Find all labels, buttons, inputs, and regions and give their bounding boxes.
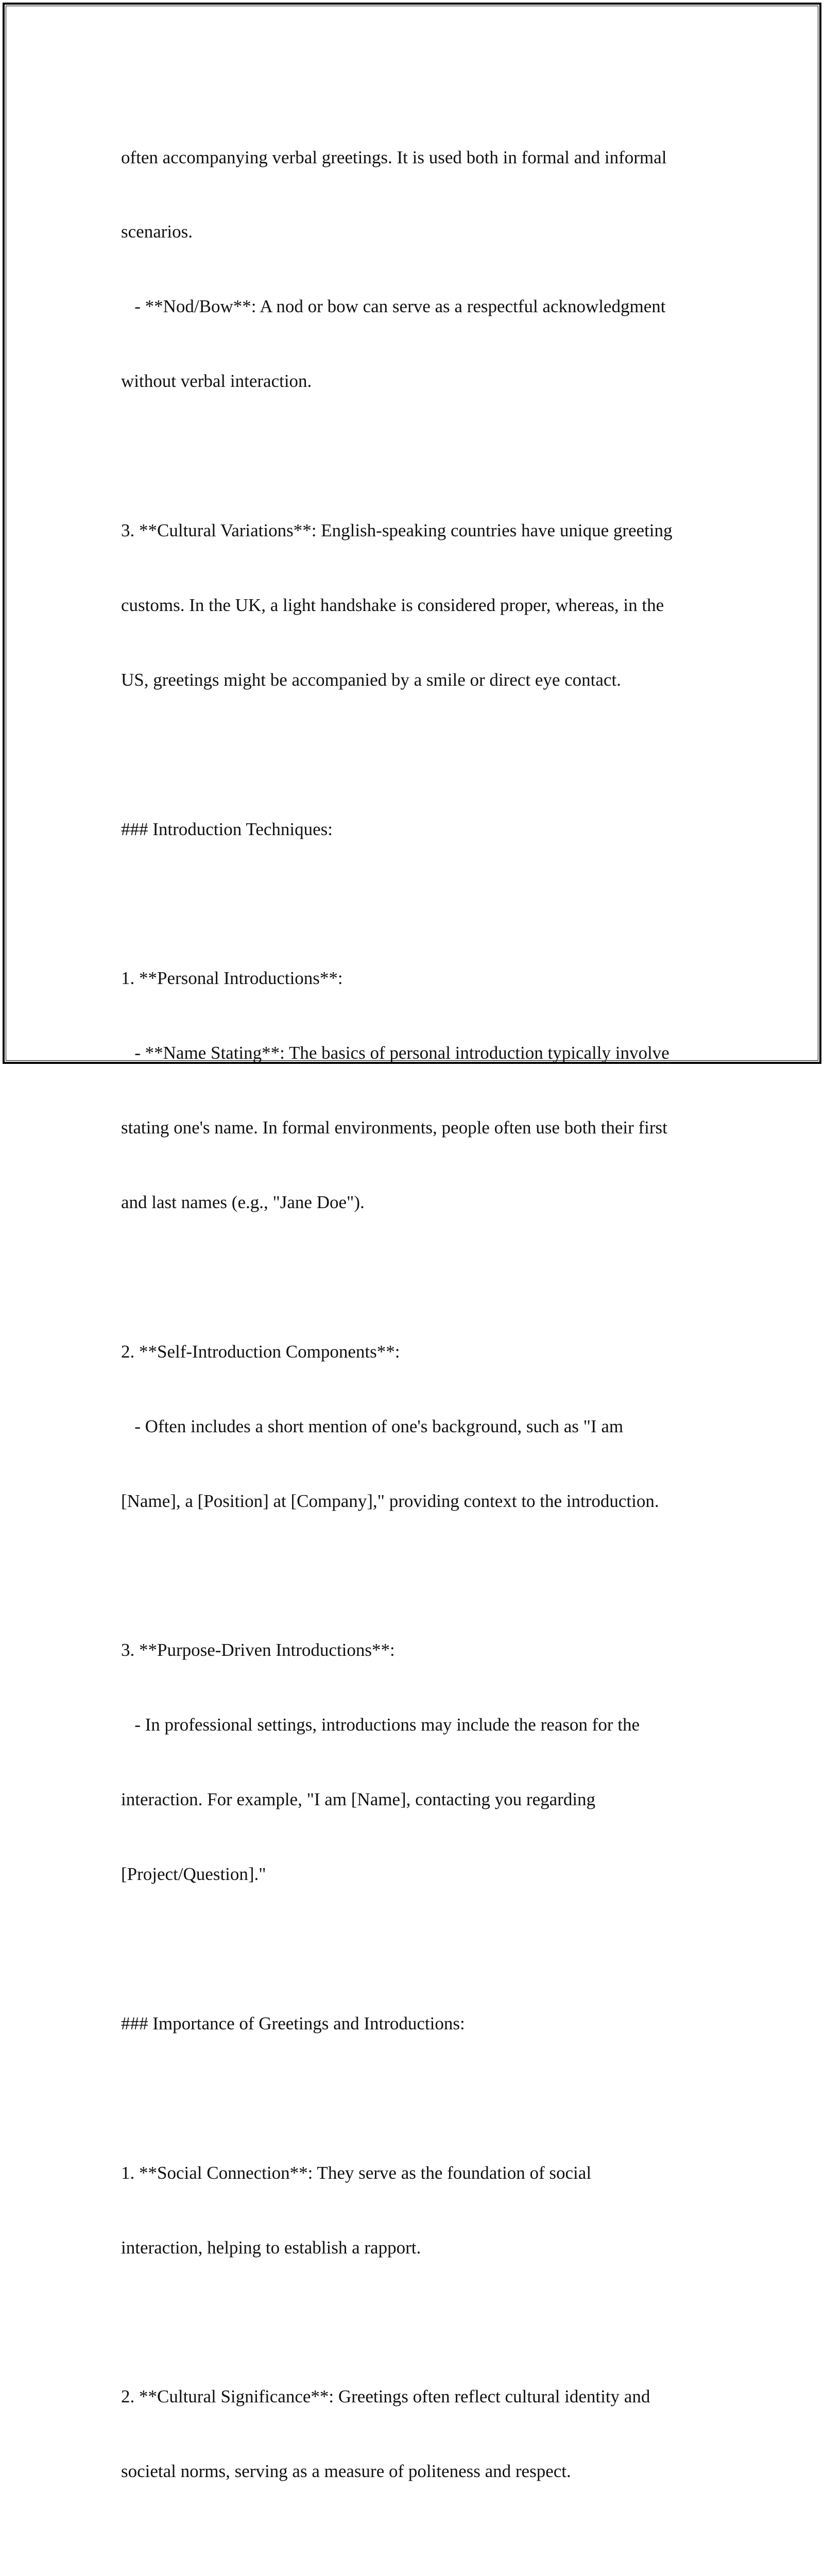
paragraph-cultural-variations bbox=[121, 468, 729, 742]
document-text-body bbox=[121, 95, 729, 2576]
paragraph-personal-introductions bbox=[121, 917, 729, 1265]
text-line: - In professional settings, introductions may include the reason for the bbox=[121, 1715, 640, 1735]
text-line: US, greetings might be accompanied by a smile or direct eye contact. bbox=[121, 669, 621, 690]
text-line: 3. **Cultural Variations**: English-speaking countries have unique greeting bbox=[121, 520, 673, 541]
paragraph-professional-environment bbox=[121, 2558, 729, 2576]
text-line: 2. **Self-Introduction Components**: bbox=[121, 1341, 400, 1362]
text-line: stating one's name. In formal environments, people often use both their first bbox=[121, 1117, 667, 1138]
heading-introduction-techniques bbox=[121, 767, 729, 891]
text-line: ### Introduction Techniques: bbox=[121, 819, 333, 839]
text-line: interaction. For example, "I am [Name], contacting you regarding bbox=[121, 1789, 596, 1810]
text-line: [Name], a [Position] at [Company]," providing context to the introduction. bbox=[121, 1490, 659, 1511]
text-line: customs. In the UK, a light handshake is considered proper, whereas, in the bbox=[121, 595, 664, 615]
text-line: societal norms, serving as a measure of politeness and respect. bbox=[121, 2461, 571, 2482]
text-line: - Often includes a short mention of one's background, such as "I am bbox=[121, 1416, 624, 1436]
paragraph-greeting-gestures-continued bbox=[121, 95, 729, 444]
text-line: - **Name Stating**: The basics of personal introduction typically involve bbox=[121, 1043, 670, 1063]
text-line: and last names (e.g., "Jane Doe"). bbox=[121, 1192, 365, 1213]
text-line: [Project/Question]." bbox=[121, 1864, 266, 1885]
text-line: interaction, helping to establish a rapport. bbox=[121, 2237, 421, 2258]
text-line: 1. **Social Connection**: They serve as the foundation of social bbox=[121, 2162, 592, 2183]
text-line: - **Nod/Bow**: A nod or bow can serve as a respectful acknowledgment bbox=[121, 296, 666, 317]
text-line: 1. **Personal Introductions**: bbox=[121, 968, 343, 989]
text-line: 3. **Purpose-Driven Introductions**: bbox=[121, 1640, 395, 1660]
text-line: often accompanying verbal greetings. It is used both in formal and informal bbox=[121, 147, 667, 167]
text-line: ### Importance of Greetings and Introductions: bbox=[121, 2013, 465, 2033]
heading-importance-of-greetings bbox=[121, 1961, 729, 2086]
text-line: without verbal interaction. bbox=[121, 371, 312, 392]
paragraph-social-connection bbox=[121, 2111, 729, 2310]
text-line: scenarios. bbox=[121, 222, 193, 242]
text-line: 2. **Cultural Significance**: Greetings often reflect cultural identity and bbox=[121, 2386, 650, 2407]
paragraph-cultural-significance bbox=[121, 2335, 729, 2534]
paragraph-purpose-driven-introductions bbox=[121, 1588, 729, 1937]
paragraph-self-introduction-components bbox=[121, 1290, 729, 1563]
